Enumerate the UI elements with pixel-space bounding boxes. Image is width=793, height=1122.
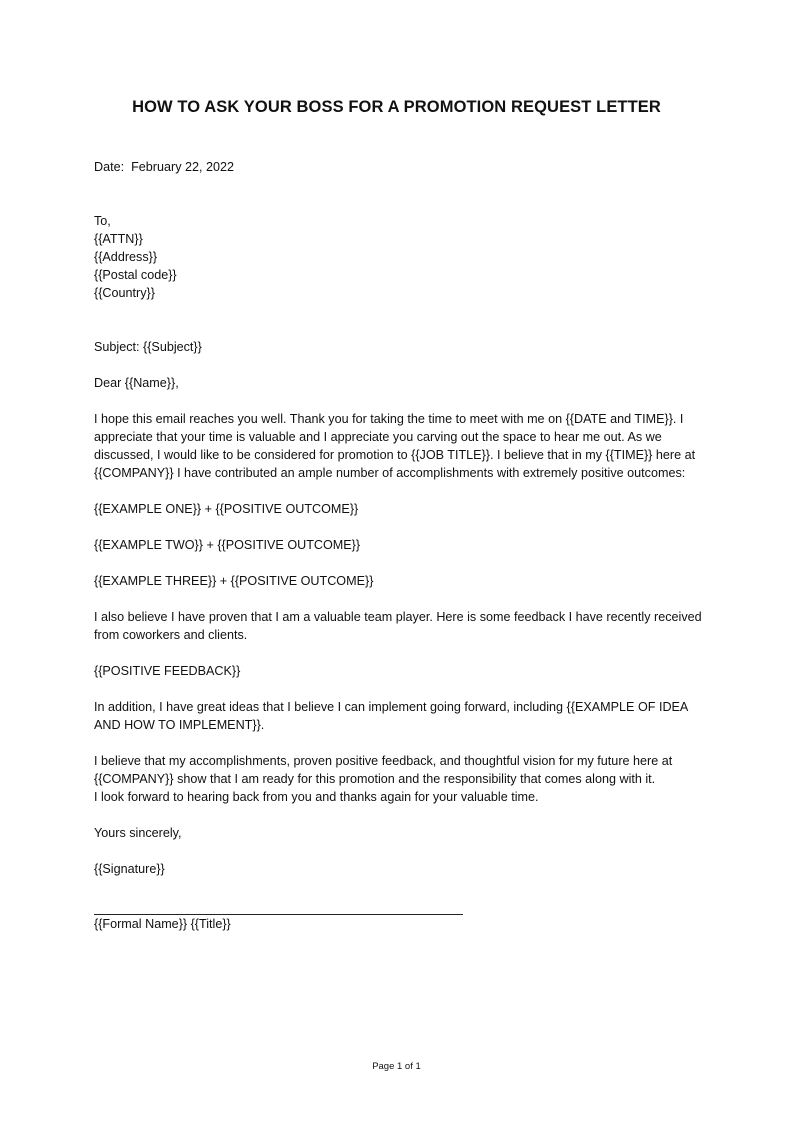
- paragraph-team-player: I also believe I have proven that I am a valuable team player. Here is some feedback I have recently received from coworkers and clients.: [94, 610, 702, 642]
- example-one: {{EXAMPLE ONE}} + {{POSITIVE OUTCOME}}: [94, 502, 359, 516]
- formal-name-title: {{Formal Name}} {{Title}}: [94, 917, 231, 931]
- recipient-block: [94, 212, 714, 302]
- letter-date: Date: February 22, 2022: [94, 160, 235, 174]
- positive-feedback: {{POSITIVE FEEDBACK}}: [94, 664, 241, 678]
- paragraph-look-forward: I look forward to hearing back from you and thanks again for your valuable time.: [94, 790, 539, 804]
- paragraph-ideas: In addition, I have great ideas that I believe I can implement going forward, including {{EXAMPLE OF IDEA AND HOW TO IMPLEMENT}}.: [94, 700, 688, 732]
- closing: Yours sincerely,: [94, 826, 182, 840]
- letter-body: [94, 158, 714, 933]
- example-two: {{EXAMPLE TWO}} + {{POSITIVE OUTCOME}}: [94, 538, 361, 552]
- recipient-postal-code: {{Postal code}}: [94, 268, 177, 282]
- example-three: {{EXAMPLE THREE}} + {{POSITIVE OUTCOME}}: [94, 574, 374, 588]
- recipient-attn: {{ATTN}}: [94, 232, 143, 246]
- recipient-country: {{Country}}: [94, 286, 155, 300]
- paragraph-believe: I believe that my accomplishments, proven positive feedback, and thoughtful vision for my future here at {{COMPANY}} show that I am ready for this promotion and the responsibility that comes along with it.: [94, 754, 673, 786]
- letter-subject: Subject: {{Subject}}: [94, 340, 202, 354]
- signature-placeholder: {{Signature}}: [94, 862, 165, 876]
- recipient-address: {{Address}}: [94, 250, 158, 264]
- page-number: Page 1 of 1: [372, 1061, 421, 1072]
- letter-greeting: Dear {{Name}},: [94, 376, 179, 390]
- letter-title: HOW TO ASK YOUR BOSS FOR A PROMOTION REQUEST LETTER: [132, 98, 661, 116]
- recipient-to: To,: [94, 214, 111, 228]
- paragraph-intro: I hope this email reaches you well. Thank you for taking the time to meet with me on {{DATE and TIME}}. I appreciate that your time is valuable and I appreciate you carving out the space to hear me out. As we discussed, I would like to be considered for promotion to {{JOB TITLE}}. I believe that in my {{TIME}} here at {{COMPANY}} I have contributed an ample number of accomplishments with extremely positive outcomes:: [94, 412, 696, 480]
